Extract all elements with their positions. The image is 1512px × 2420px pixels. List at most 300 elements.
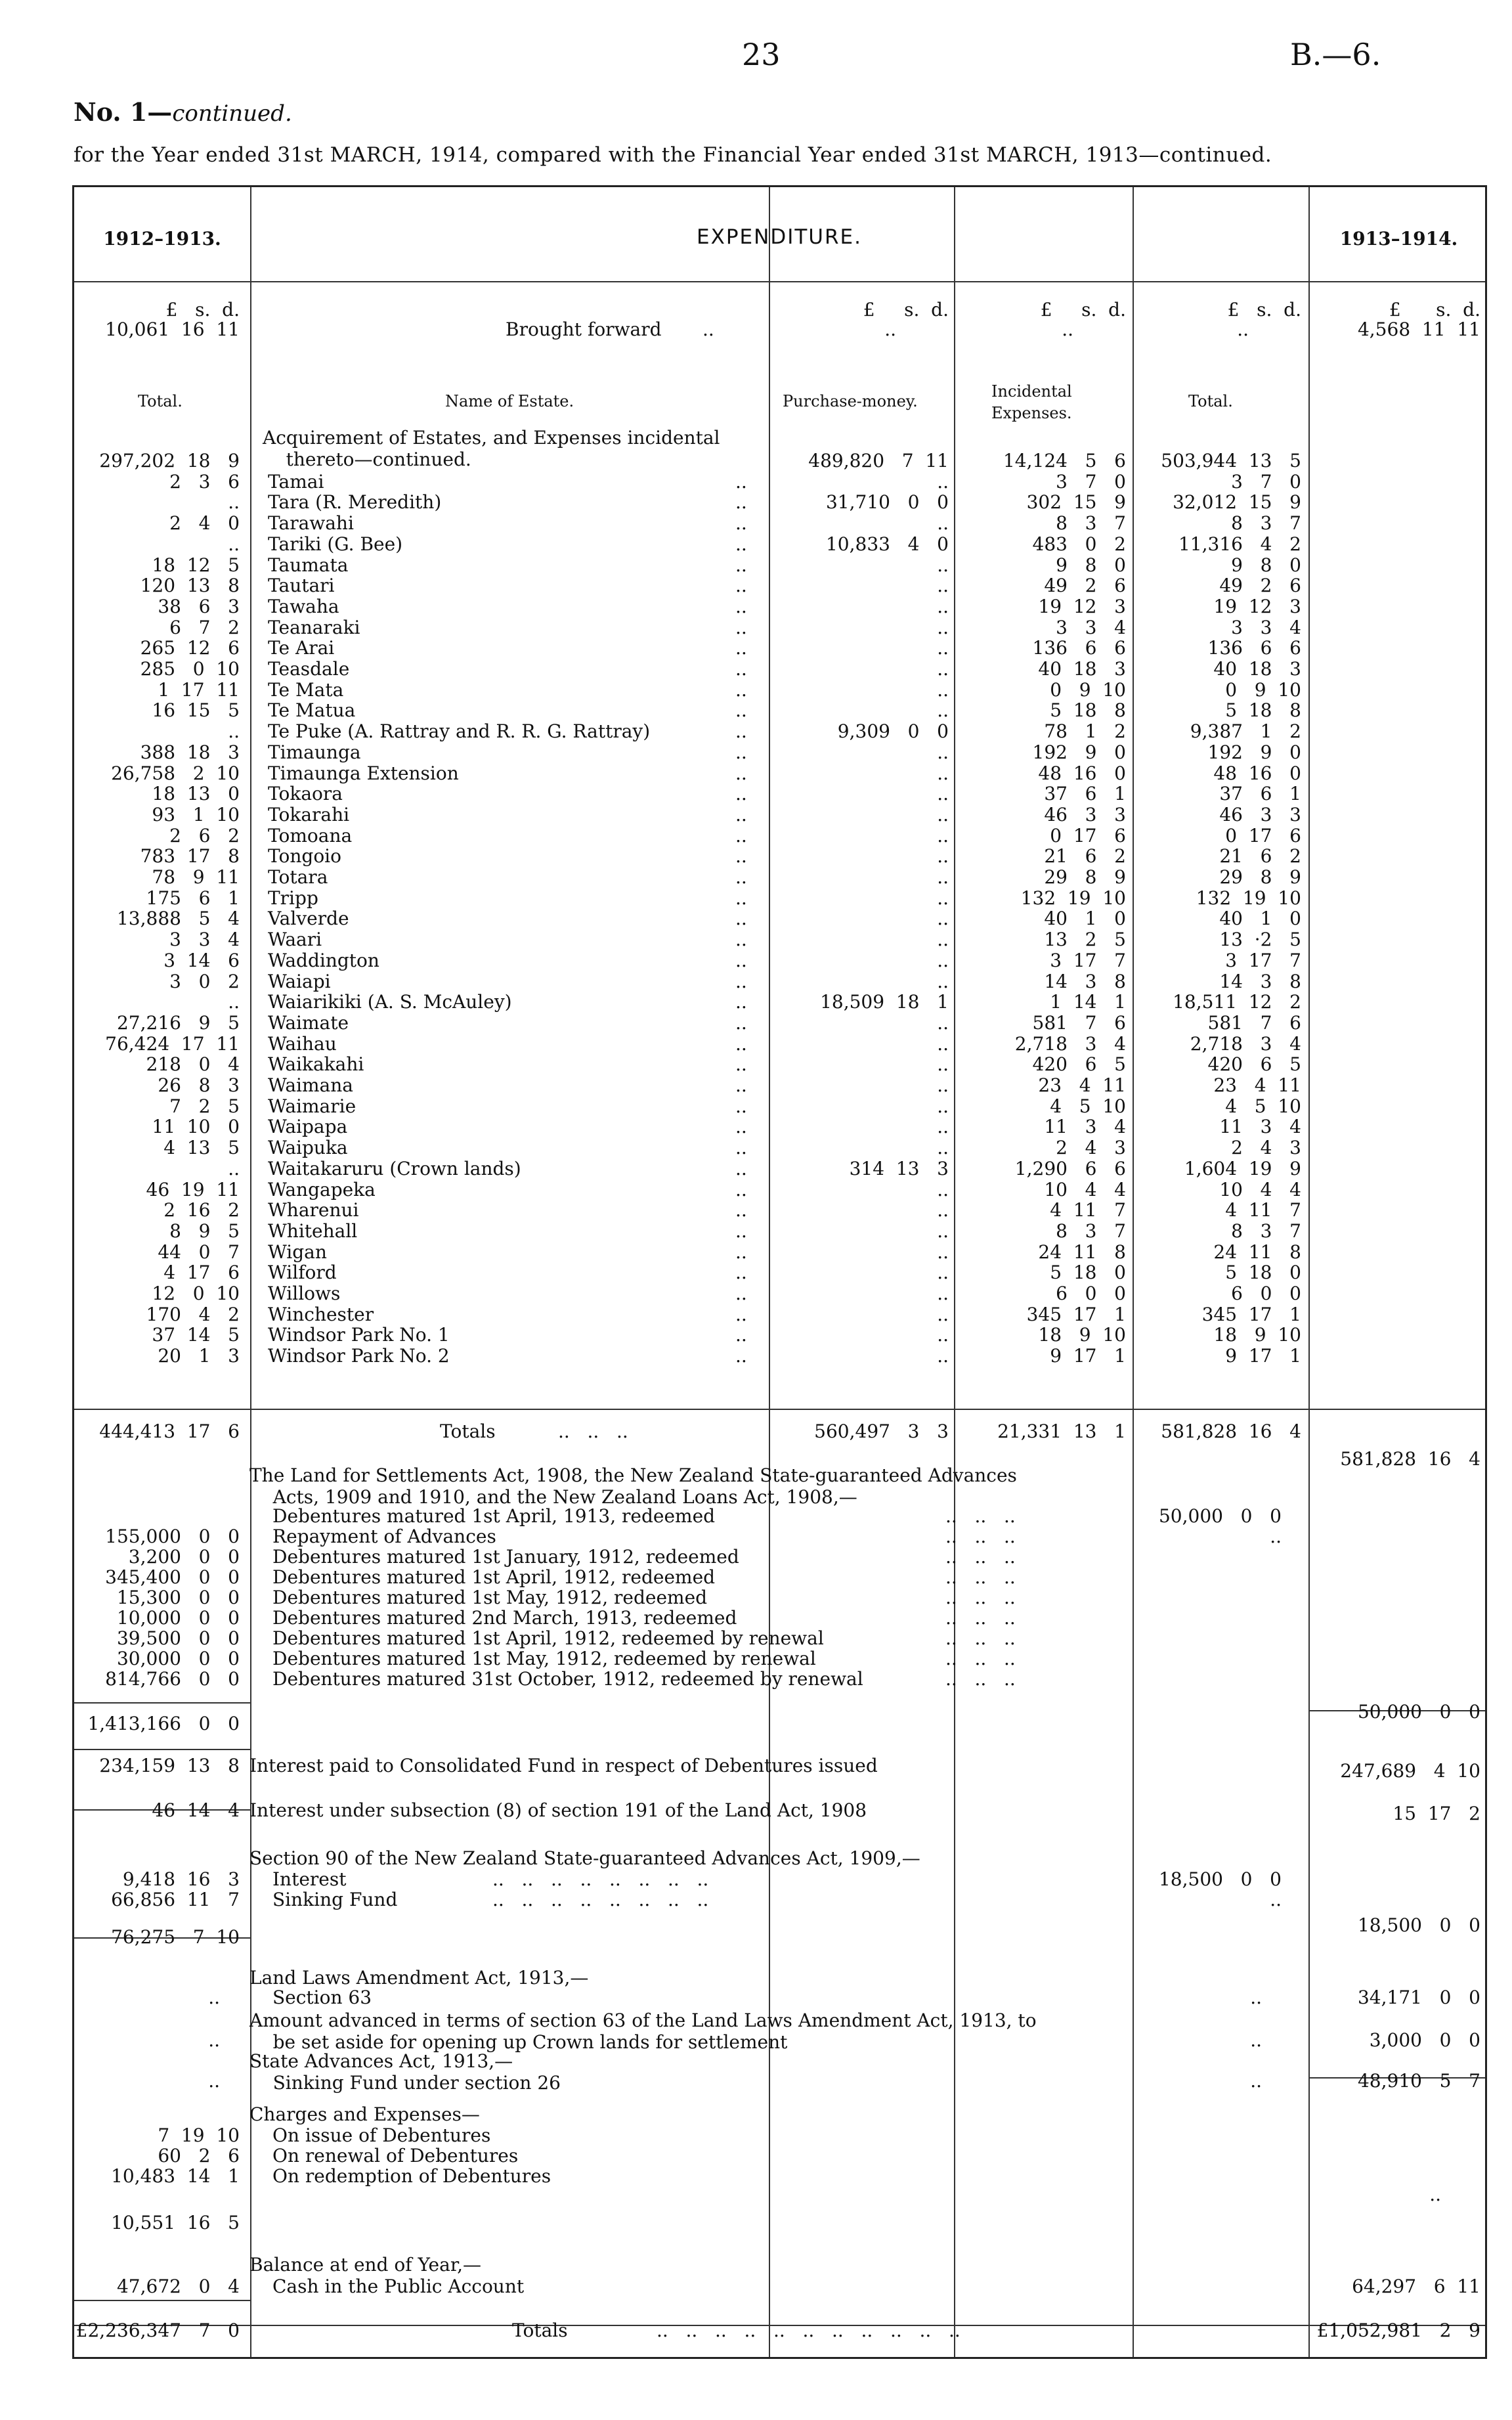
leader-dots: .. [735, 471, 747, 493]
estate-incidental-expenses: 5 18 8 [1050, 699, 1126, 721]
estate-1912-total: 38 6 3 [158, 596, 240, 617]
estate-total: 19 12 3 [1213, 596, 1301, 617]
estate-total: 345 17 1 [1201, 1304, 1301, 1325]
interest-consolidated-text: Interest paid to Consolidated Fund in respect of Debentures issued [249, 1755, 878, 1776]
estate-purchase-money: .. [937, 1324, 949, 1346]
estate-1912-total: 26 8 3 [158, 1074, 240, 1096]
estate-incidental-expenses: 9 8 0 [1056, 554, 1126, 576]
grand-total-1914: £1,052,981 2 9 [1316, 2320, 1480, 2341]
estate-name: Tautari [268, 575, 335, 596]
lla-1914: 48,910 5 7 [1357, 2070, 1480, 2092]
estate-1912-total: 12 0 10 [152, 1283, 240, 1304]
leader-dots: .. [735, 1262, 747, 1283]
estate-1912-total: 37 14 5 [152, 1324, 240, 1346]
estate-incidental-expenses: 18 9 10 [1038, 1324, 1126, 1346]
estate-purchase-money: .. [937, 1304, 949, 1325]
leader-dots: .. .. .. [945, 1627, 1016, 1649]
leader-dots: .. [735, 1220, 747, 1242]
leader-dots: .. [735, 971, 747, 992]
estate-1912-total: .. [228, 533, 240, 555]
estate-1912-total: 46 19 11 [146, 1179, 240, 1200]
totals-1914: 581,828 16 4 [1340, 1448, 1480, 1470]
lfs-total-1912: 1,413,166 0 0 [87, 1713, 240, 1734]
lla-1914: 3,000 0 0 [1369, 2029, 1480, 2051]
lfs-1912: 30,000 0 0 [116, 1648, 240, 1669]
estate-name: Winchester [268, 1304, 374, 1325]
brought-forward-purchase: .. [884, 319, 896, 340]
estate-purchase-money: .. [937, 1012, 949, 1034]
brought-forward-1912: 10,061 16 11 [105, 319, 240, 340]
lfs-item: Debentures matured 1st April, 1912, redeemed by renewal [272, 1627, 824, 1649]
estate-purchase-money: .. [937, 1179, 949, 1200]
estate-total: 4 5 10 [1225, 1095, 1301, 1117]
estate-1912-total: 3 14 6 [163, 950, 240, 971]
lla-heading: Land Laws Amendment Act, 1913,— [249, 1967, 589, 1989]
leader-dots: .. [735, 1241, 747, 1263]
estate-total: 581 7 6 [1207, 1012, 1301, 1034]
estate-name: Whitehall [268, 1220, 358, 1242]
leader-dots: .. .. .. [945, 1648, 1016, 1669]
charges-1912: 7 19 10 [158, 2124, 240, 2146]
leader-dots: .. [735, 825, 747, 847]
lla-item: State Advances Act, 1913,— Sinking Fund under section 26 [249, 2050, 561, 2094]
estate-total: 37 6 1 [1219, 783, 1301, 804]
charges-1914: .. [1429, 2184, 1441, 2205]
estate-incidental-expenses: 1,290 6 6 [1014, 1158, 1126, 1179]
estate-total: 420 6 5 [1207, 1053, 1301, 1075]
estate-incidental-expenses: 3 3 4 [1056, 617, 1126, 638]
estate-incidental-expenses: 302 15 9 [1026, 491, 1126, 513]
units-total: £ s. d. [1227, 299, 1301, 320]
lfs-1912: 345,400 0 0 [105, 1566, 240, 1588]
brought-forward-total: .. [1237, 319, 1249, 340]
estate-incidental-expenses: 14,124 5 6 [1003, 450, 1126, 472]
estate-incidental-expenses: 0 9 10 [1050, 679, 1126, 701]
estate-incidental-expenses: 29 8 9 [1044, 866, 1126, 888]
lfs-item: Debentures matured 2nd March, 1913, redeemed [272, 1607, 737, 1629]
estate-total: 24 11 8 [1213, 1241, 1301, 1263]
charges-heading: Charges and Expenses— [249, 2103, 480, 2125]
estate-purchase-money: .. [937, 1053, 949, 1075]
estate-name: Taumata [268, 554, 349, 576]
s90-total: .. [1270, 1889, 1282, 1910]
leader-dots: .. [735, 991, 747, 1013]
estate-total: 40 18 3 [1213, 658, 1301, 680]
estate-incidental-expenses: 6 0 0 [1056, 1283, 1126, 1304]
estate-1912-total: 285 0 10 [140, 658, 240, 680]
estate-purchase-money: .. [937, 1262, 949, 1283]
leader-dots: .. [735, 533, 747, 555]
estate-total: 0 17 6 [1225, 825, 1301, 847]
estate-name: Wigan [268, 1241, 327, 1263]
estate-1912-total: 7 2 5 [169, 1095, 240, 1117]
estate-name: Tripp [268, 887, 318, 909]
estate-purchase-money: .. [937, 804, 949, 825]
estate-name: Tokaora [268, 783, 343, 804]
units-purchase: £ s. d. [863, 299, 949, 320]
estate-total: 10 4 4 [1219, 1179, 1301, 1200]
estate-1912-total: 26,758 2 10 [111, 762, 240, 784]
estate-name: Waari [268, 929, 322, 950]
estate-incidental-expenses: 23 4 11 [1038, 1074, 1126, 1096]
s90-1912: 66,856 11 7 [111, 1889, 240, 1910]
s90-item: Interest [272, 1868, 347, 1890]
estate-incidental-expenses: 8 3 7 [1056, 512, 1126, 534]
leader-dots: .. [735, 804, 747, 825]
estate-name: Te Mata [268, 679, 344, 701]
lla-1912: .. [208, 2029, 220, 2051]
estate-name: Valverde [268, 908, 349, 929]
estate-1912-total: 783 17 8 [140, 845, 240, 867]
s90-heading: Section 90 of the New Zealand State-guaranteed Advances Act, 1909,— [249, 1847, 920, 1869]
leader-dots: .. [735, 866, 747, 888]
s90-item: Sinking Fund [272, 1889, 398, 1910]
leader-dots: .. [735, 554, 747, 576]
estate-total: 18,511 12 2 [1173, 991, 1301, 1013]
estate-name: Teasdale [268, 658, 350, 680]
estate-incidental-expenses: 2,718 3 4 [1014, 1033, 1126, 1055]
estate-name: Waimate [268, 1012, 349, 1034]
estate-total: 5 18 0 [1225, 1262, 1301, 1283]
estate-total: 29 8 9 [1219, 866, 1301, 888]
charges-total-1912: 10,551 16 5 [111, 2212, 240, 2233]
leader-dots: .. .. .. [945, 1668, 1016, 1690]
lla-1914: 34,171 0 0 [1357, 1987, 1480, 2008]
leader-dots: .. [735, 887, 747, 909]
estate-purchase-money: .. [937, 929, 949, 950]
estate-total: 13 ·2 5 [1219, 929, 1301, 950]
lfs-1912: 39,500 0 0 [116, 1627, 240, 1649]
estate-name: Waipuka [268, 1137, 348, 1158]
leader-dots: .. [735, 1095, 747, 1117]
charges-1912: 10,483 14 1 [111, 2165, 240, 2187]
estate-purchase-money: .. [937, 699, 949, 721]
estate-purchase-money: .. [937, 637, 949, 659]
subhead-incidental-expenses: Incidental Expenses. [991, 382, 1072, 422]
estate-purchase-money: .. [937, 866, 949, 888]
leader-dots: .. .. .. [945, 1526, 1016, 1547]
estate-incidental-expenses: 0 17 6 [1050, 825, 1126, 847]
leader-dots: .. [735, 845, 747, 867]
estate-name: Waitakaruru (Crown lands) [268, 1158, 521, 1179]
leader-dots: .. [735, 1053, 747, 1075]
estate-incidental-expenses: 1 14 1 [1050, 991, 1126, 1013]
estate-1912-total: 11 10 0 [152, 1116, 240, 1137]
estate-incidental-expenses: 581 7 6 [1032, 1012, 1126, 1034]
header-expenditure: EXPENDITURE. [697, 225, 862, 249]
estate-purchase-money: .. [937, 471, 949, 493]
balance-heading: Balance at end of Year,— [249, 2254, 482, 2276]
estate-purchase-money: 9,309 0 0 [837, 720, 949, 742]
estate-purchase-money: .. [937, 554, 949, 576]
estate-total: 9,387 1 2 [1190, 720, 1301, 742]
table-number [74, 97, 292, 127]
estate-1912-total: .. [228, 991, 240, 1013]
header-1912-1913: 1912–1913. [103, 228, 221, 250]
lfs-total: 50,000 0 0 [1158, 1505, 1282, 1527]
estate-incidental-expenses: 14 3 8 [1044, 971, 1126, 992]
balance-item: Cash in the Public Account [272, 2276, 525, 2297]
estate-1912-total: 20 1 3 [158, 1345, 240, 1367]
estate-total: 136 6 6 [1207, 637, 1301, 659]
estate-incidental-expenses: 4 11 7 [1050, 1199, 1126, 1221]
estate-incidental-expenses: 192 9 0 [1032, 741, 1126, 763]
totals-incidental-expenses: 21,331 13 1 [997, 1420, 1126, 1442]
leader-dots: .. [735, 1304, 747, 1325]
estate-incidental-expenses: 9 17 1 [1050, 1345, 1126, 1367]
lla-1912: .. [208, 2070, 220, 2092]
s90-total-1914: 18,500 0 0 [1357, 1914, 1480, 1936]
estate-purchase-money: .. [937, 679, 949, 701]
estate-name: Waiarikiki (A. S. McAuley) [268, 991, 512, 1013]
leader-dots: .. [735, 1345, 747, 1367]
totals-1912: 444,413 17 6 [99, 1420, 240, 1442]
estate-incidental-expenses: 19 12 3 [1038, 596, 1126, 617]
lfs-1912: 155,000 0 0 [105, 1526, 240, 1547]
estate-purchase-money: .. [937, 512, 949, 534]
estate-incidental-expenses: 132 19 10 [1020, 887, 1126, 909]
estate-purchase-money: .. [937, 971, 949, 992]
estate-total: 48 16 0 [1213, 762, 1301, 784]
interest-consolidated-1912: 234,159 13 8 [99, 1755, 240, 1776]
leader-dots: .. [735, 741, 747, 763]
estate-name: Te Arai [268, 637, 335, 659]
leader-dots: .. [735, 699, 747, 721]
leader-dots: .. .. .. .. .. .. .. .. [492, 1889, 709, 1910]
leader-dots: .. [735, 658, 747, 680]
estate-purchase-money: .. [937, 741, 949, 763]
leader-dots: .. .. .. [558, 1420, 628, 1442]
estate-total: 2 4 3 [1231, 1137, 1301, 1158]
brought-forward-label: Brought forward [506, 319, 662, 340]
estate-incidental-expenses: 3 17 7 [1050, 950, 1126, 971]
interest-land-act-1914: 15 17 2 [1393, 1803, 1480, 1824]
estate-purchase-money: .. [937, 1283, 949, 1304]
estate-total: 14 3 8 [1219, 971, 1301, 992]
interest-land-act-text: Interest under subsection (8) of section 191 of the Land Act, 1908 [249, 1799, 867, 1821]
estate-purchase-money: .. [937, 1095, 949, 1117]
estate-name: Tara (R. Meredith) [268, 491, 442, 513]
acquirement-heading: Acquirement of Estates, and Expenses incidental thereto—continued. [263, 427, 720, 470]
estate-total: 9 17 1 [1225, 1345, 1301, 1367]
charges-1912: 60 2 6 [158, 2145, 240, 2167]
estate-total: 46 3 3 [1219, 804, 1301, 825]
document-code: B.—6. [1290, 37, 1381, 72]
leader-dots: .. [735, 596, 747, 617]
estate-total: 18 9 10 [1213, 1324, 1301, 1346]
estate-total: 132 19 10 [1196, 887, 1301, 909]
lfs-1912: 15,300 0 0 [116, 1587, 240, 1608]
estate-incidental-expenses: 3 7 0 [1056, 471, 1126, 493]
estate-name: Waihau [268, 1033, 337, 1055]
estate-incidental-expenses: 11 3 4 [1044, 1116, 1126, 1137]
estate-total: 5 18 8 [1225, 699, 1301, 721]
leader-dots: .. [735, 908, 747, 929]
brought-forward-incidental: .. [1062, 319, 1073, 340]
leader-dots: .. [702, 319, 714, 340]
leader-dots: .. [735, 1137, 747, 1158]
estate-incidental-expenses: 8 3 7 [1056, 1220, 1126, 1242]
leader-dots: .. [735, 575, 747, 596]
estate-name: Waimarie [268, 1095, 356, 1117]
leader-dots: .. [735, 617, 747, 638]
estate-1912-total: 2 4 0 [169, 512, 240, 534]
estate-total: 6 0 0 [1231, 1283, 1301, 1304]
leader-dots: .. [735, 929, 747, 950]
estate-purchase-money: 18,509 18 1 [820, 991, 949, 1013]
lfs-1912: 814,766 0 0 [105, 1668, 240, 1690]
grand-total-label: Totals [512, 2320, 568, 2341]
lfs-item: Debentures matured 31st October, 1912, redeemed by renewal [272, 1668, 863, 1690]
estate-name: Waipapa [268, 1116, 348, 1137]
estate-incidental-expenses: 24 11 8 [1038, 1241, 1126, 1263]
brought-forward-1914: 4,568 11 11 [1357, 319, 1480, 340]
estate-purchase-money: .. [937, 1074, 949, 1096]
estate-purchase-money: 31,710 0 0 [825, 491, 949, 513]
estate-incidental-expenses: 2 4 3 [1056, 1137, 1126, 1158]
s90-1912: 9,418 16 3 [122, 1868, 240, 1890]
estate-name: Timaunga Extension [268, 762, 459, 784]
charges-item: On issue of Debentures [272, 2124, 491, 2146]
estate-name: Waimana [268, 1074, 353, 1096]
estate-1912-total: 265 12 6 [140, 637, 240, 659]
leader-dots: .. [735, 783, 747, 804]
estate-purchase-money: .. [937, 845, 949, 867]
subhead-name-of-estate: Name of Estate. [445, 392, 574, 410]
estate-purchase-money: .. [937, 887, 949, 909]
lla-total: .. [1250, 2029, 1262, 2051]
estate-total: 1,604 19 9 [1184, 1158, 1301, 1179]
leader-dots: .. [735, 512, 747, 534]
estate-name: Te Puke (A. Rattray and R. R. G. Rattray) [268, 720, 651, 742]
leader-dots: .. .. .. .. .. .. .. .. [492, 1868, 709, 1890]
estate-1912-total: 6 7 2 [169, 617, 240, 638]
leader-dots: .. [735, 1033, 747, 1055]
balance-1914: 64,297 6 11 [1352, 2276, 1480, 2297]
estate-1912-total: 16 15 5 [152, 699, 240, 721]
leader-dots: .. [735, 1199, 747, 1221]
leader-dots: .. .. .. [945, 1505, 1016, 1527]
lla-item: Amount advanced in terms of section 63 of the Land Laws Amendment Act, 1913, to be set aside for opening up Crown lands for settlement [249, 2010, 1037, 2053]
estate-incidental-expenses: 40 18 3 [1038, 658, 1126, 680]
estate-total: 11 3 4 [1219, 1116, 1301, 1137]
estate-1912-total: 3 3 4 [169, 929, 240, 950]
estate-name: Wilford [268, 1262, 337, 1283]
estate-1912-total: .. [228, 1158, 240, 1179]
estate-name: Timaunga [268, 741, 361, 763]
estate-1912-total: 4 17 6 [163, 1262, 240, 1283]
estate-name: Tokarahi [268, 804, 350, 825]
estate-name: Totara [268, 866, 328, 888]
estate-1912-total: 2 3 6 [169, 471, 240, 493]
lfs-1912: 3,200 0 0 [128, 1546, 240, 1568]
table-number-label: No. 1— [74, 97, 173, 127]
estate-incidental-expenses: 49 2 6 [1044, 575, 1126, 596]
estate-incidental-expenses: 136 6 6 [1032, 637, 1126, 659]
leader-dots: .. .. .. [945, 1607, 1016, 1629]
estate-name: Willows [268, 1283, 341, 1304]
estate-name: Tawaha [268, 596, 339, 617]
continued-label: continued. [172, 100, 292, 127]
estate-total: 8 3 7 [1231, 1220, 1301, 1242]
lla-total: .. [1250, 2070, 1262, 2092]
charges-item: On renewal of Debentures [272, 2145, 519, 2167]
leader-dots: .. [735, 1179, 747, 1200]
estate-purchase-money: .. [937, 908, 949, 929]
page-number: 23 [742, 37, 781, 72]
lfs-1912: 10,000 0 0 [116, 1607, 240, 1629]
estate-1912-total: 2 16 2 [163, 1199, 240, 1221]
leader-dots: .. [735, 720, 747, 742]
estate-total: 23 4 11 [1213, 1074, 1301, 1096]
charges-item: On redemption of Debentures [272, 2165, 551, 2187]
estate-name: Waddington [268, 950, 379, 971]
lfs-total-1914: 50,000 0 0 [1357, 1701, 1480, 1723]
estate-purchase-money: 314 13 3 [849, 1158, 949, 1179]
leader-dots: .. .. .. [945, 1587, 1016, 1608]
estate-1912-total: 218 0 4 [146, 1053, 240, 1075]
leader-dots: .. .. .. [945, 1546, 1016, 1568]
estate-1912-total: 4 13 5 [163, 1137, 240, 1158]
estate-name: Windsor Park No. 2 [268, 1345, 450, 1367]
estate-name: Tomoana [268, 825, 353, 847]
estate-incidental-expenses: 78 1 2 [1044, 720, 1126, 742]
estate-1912-total: 18 12 5 [152, 554, 240, 576]
estate-1912-total: 93 1 10 [152, 804, 240, 825]
estate-incidental-expenses: 420 6 5 [1032, 1053, 1126, 1075]
estate-total: 11,316 4 2 [1178, 533, 1301, 555]
estate-incidental-expenses: 48 16 0 [1038, 762, 1126, 784]
leader-dots: .. [735, 679, 747, 701]
estate-purchase-money: .. [937, 596, 949, 617]
estate-purchase-money: .. [937, 1220, 949, 1242]
lla-total: .. [1250, 1987, 1262, 2008]
estate-1912-total: .. [228, 491, 240, 513]
lfs-item: Repayment of Advances [272, 1526, 496, 1547]
estate-purchase-money: 489,820 7 11 [808, 450, 949, 472]
lfs-item: Debentures matured 1st April, 1913, redeemed [272, 1505, 716, 1527]
estate-purchase-money: .. [937, 1199, 949, 1221]
estate-1912-total: 297,202 18 9 [99, 450, 240, 472]
estate-1912-total: 1 17 11 [158, 679, 240, 701]
estate-1912-total: 8 9 5 [169, 1220, 240, 1242]
leader-dots: .. [735, 637, 747, 659]
estate-total: 9 8 0 [1231, 554, 1301, 576]
estate-total: 0 9 10 [1225, 679, 1301, 701]
estate-name: Tarawahi [268, 512, 354, 534]
estate-1912-total: 18 13 0 [152, 783, 240, 804]
estate-incidental-expenses: 5 18 0 [1050, 1262, 1126, 1283]
units-1912: £ s. d. [165, 299, 240, 320]
lfs-heading: The Land for Settlements Act, 1908, the New Zealand State-guaranteed Advances Acts, 1909 and 1910, and the New Zealand Loans Act, 1908,— [249, 1464, 1017, 1508]
grand-total-1912: £2,236,347 7 0 [76, 2320, 240, 2341]
estate-purchase-money: .. [937, 658, 949, 680]
estate-incidental-expenses: 21 6 2 [1044, 845, 1126, 867]
estate-purchase-money: .. [937, 1033, 949, 1055]
estate-purchase-money: .. [937, 825, 949, 847]
leader-dots: .. .. .. [945, 1566, 1016, 1588]
estate-purchase-money: .. [937, 1241, 949, 1263]
estate-1912-total: 3 0 2 [169, 971, 240, 992]
lfs-item: Debentures matured 1st May, 1912, redeemed by renewal [272, 1648, 816, 1669]
leader-dots: .. [735, 491, 747, 513]
estate-purchase-money: .. [937, 783, 949, 804]
leader-dots: .. [735, 762, 747, 784]
estate-purchase-money: .. [937, 1116, 949, 1137]
leader-dots: .. [735, 1074, 747, 1096]
totals-total: 581,828 16 4 [1161, 1420, 1301, 1442]
estate-purchase-money: .. [937, 1345, 949, 1367]
